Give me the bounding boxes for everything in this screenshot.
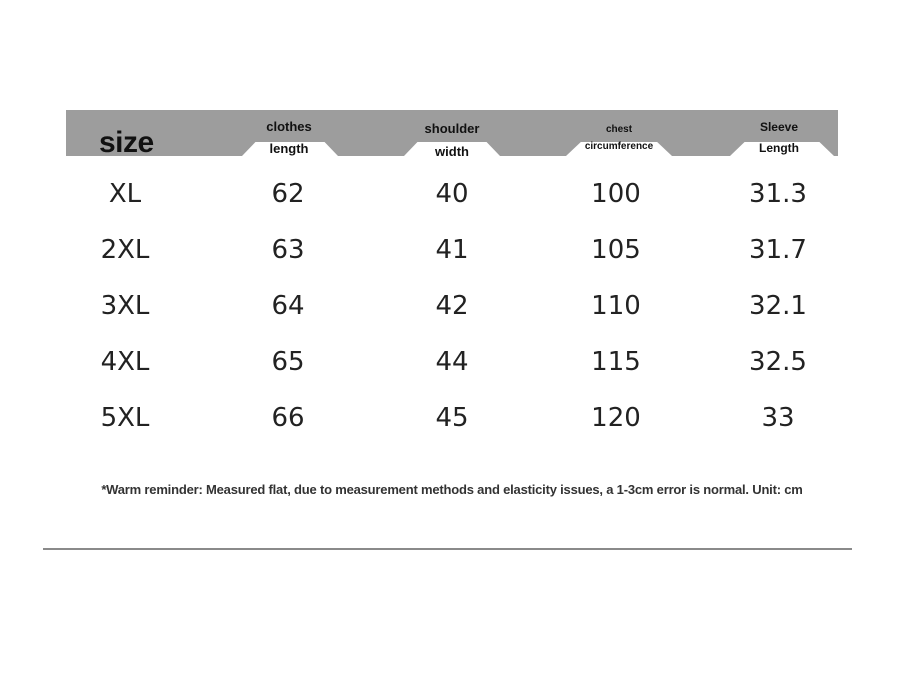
cell-shoulder-width: 44 [435, 347, 469, 377]
cell-clothes-length: 62 [271, 179, 305, 209]
table-body [66, 166, 838, 446]
table-header [66, 110, 838, 159]
table-row [66, 390, 838, 446]
header-sleeve-line1: Sleeve [759, 120, 799, 134]
cell-chest: 120 [591, 403, 641, 433]
table-row [66, 222, 838, 278]
cell-sleeve: 32.5 [749, 347, 807, 377]
cell-sleeve: 31.3 [749, 179, 807, 209]
cell-clothes-length: 66 [271, 403, 305, 433]
header-chest-line1: chest [605, 124, 633, 135]
cell-sleeve: 31.7 [749, 235, 807, 265]
table-row [66, 334, 838, 390]
cell-clothes-length: 65 [271, 347, 305, 377]
header-shoulder-width-line1: shoulder [424, 121, 480, 136]
header-chest-line2: circumference [584, 141, 654, 152]
header-shoulder-width [398, 110, 506, 159]
cell-size: 4XL [100, 347, 150, 377]
table-row [66, 278, 838, 334]
header-clothes-length-line1: clothes [266, 119, 312, 134]
header-clothes-length-line2: length [269, 141, 309, 156]
cell-size: 5XL [100, 403, 150, 433]
header-sleeve-length [726, 110, 832, 156]
cell-sleeve: 32.1 [749, 291, 807, 321]
cell-size: 2XL [100, 235, 150, 265]
table-row [66, 166, 838, 222]
header-size [66, 110, 184, 159]
cell-chest: 115 [591, 347, 641, 377]
header-shoulder-width-line2: width [435, 144, 469, 159]
cell-chest: 110 [591, 291, 641, 321]
divider-line [43, 548, 852, 550]
cell-chest: 105 [591, 235, 641, 265]
cell-shoulder-width: 42 [435, 291, 469, 321]
header-chest-circumference [560, 110, 678, 156]
measurement-note: *Warm reminder: Measured flat, due to measurement methods and elasticity issues, a 1-3cm error is normal. Unit: cm [101, 482, 803, 497]
cell-shoulder-width: 45 [435, 403, 469, 433]
cell-shoulder-width: 41 [435, 235, 469, 265]
header-sleeve-line2: Length [759, 141, 799, 155]
cell-clothes-length: 63 [271, 235, 305, 265]
cell-shoulder-width: 40 [435, 179, 469, 209]
cell-clothes-length: 64 [271, 291, 305, 321]
cell-size: 3XL [100, 291, 150, 321]
cell-size: XL [108, 179, 142, 209]
cell-sleeve: 33 [761, 403, 795, 433]
header-size-label: size [99, 126, 154, 159]
cell-chest: 100 [591, 179, 641, 209]
size-chart-table [66, 110, 838, 446]
header-clothes-length [236, 110, 342, 156]
